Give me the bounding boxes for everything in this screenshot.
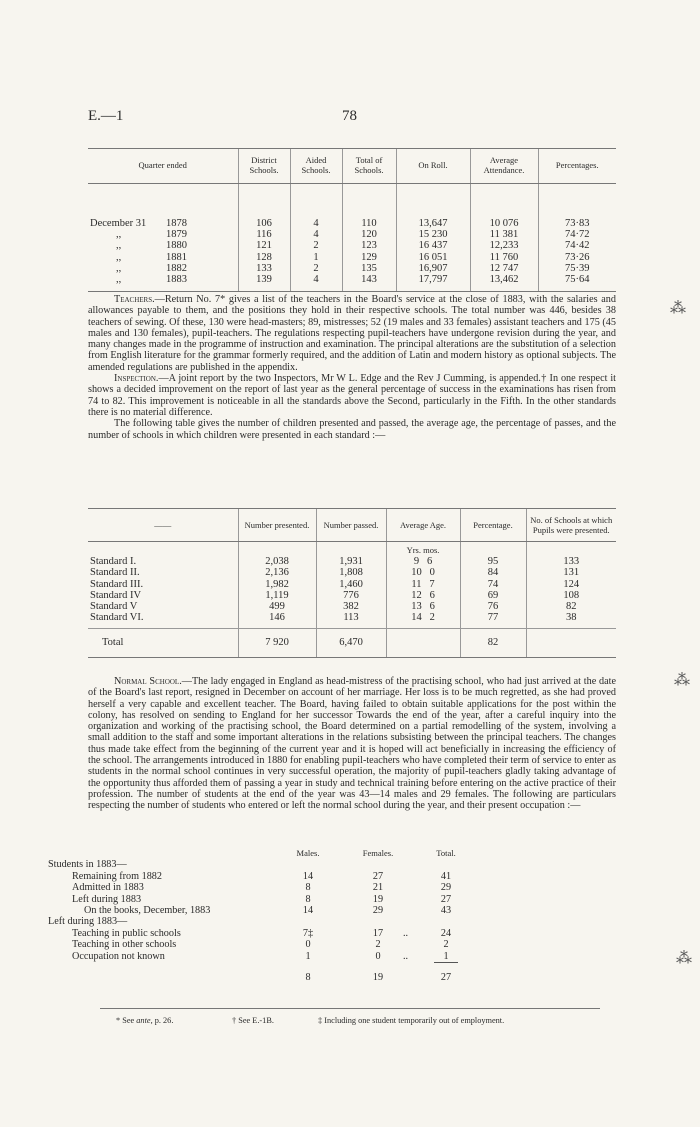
column-header: No. of Schools at which Pupils were presented. [526,509,616,542]
table-cell: 139 [238,274,290,292]
table-cell: 15 230 [396,229,470,240]
table-header-row [88,509,616,542]
students-header-row [48,848,468,859]
table-cell: 95 [460,556,526,567]
total-row [48,972,468,983]
males-value: 1 [305,950,311,962]
table-cell: 128 [238,252,290,263]
females-value: 19 [372,893,384,905]
table-cell: 4 [290,184,342,230]
leader-dots: .. [403,927,409,939]
total-row [88,629,616,657]
table-row [88,252,616,263]
table-cell: 106 [238,184,290,230]
table-cell: 124 [526,579,616,590]
table-cell: 1 [290,252,342,263]
table-cell: 382 [316,601,386,612]
table-cell: 135 [342,263,396,274]
table-row [88,240,616,251]
table-cell: 16,907 [396,263,470,274]
table-row [88,229,616,240]
page-header [88,108,616,132]
females-total: 19 [372,971,384,983]
table-cell: 13,647 [396,184,470,230]
document-code: E.—1 [88,108,124,124]
table-cell: 11 381 [470,229,538,240]
age-years: 14 [411,612,422,624]
table-cell: 74·72 [538,229,616,240]
age-years: 10 [411,567,422,579]
list-item [48,871,468,882]
schools-attendance-table [88,148,616,292]
table-cell [526,629,616,657]
table-cell: 38 [526,612,616,629]
table-cell: 74 [460,579,526,590]
table-cell: 1,982 [238,579,316,590]
normal-school-text: —The lady engaged in England as head-mistress of the practising school, who had just arrived at the date of the Board's last report, resigned in December on account of her marriage. Her loss is to be much regretted, as she had proved herself a very capable and excellent teacher. The Board, having failed to obtain suitable applications for the post within the colony, has resolved on sending to England for her successor Towards the end of the year, after a careful inquiry into the organization and working of the practising school, the Board determined on a partial remodelling of the system, involving a small addition to the staff and some important alterations in the relations subsisting between the principal teachers. The changes thus made take effect from the beginning of the current year and it is hoped will act beneficially in increasing the efficiency of the school. The arrangements introduced in 1880 for enabling pupil-teachers who have completed their term of service to enter as students in the normal school continues in very successful operation, the majority of pupil-teachers gladly taking advantage of the opportunity thus afforded them of passing a year in study and technical training before entering on the active practice of their profession. The number of students at the end of the year was 43—14 males and 29 females. The following are particulars respecting the number of students who entered or left the normal school during the year, and their present occupation :— [88,676,617,812]
table-cell: 2,038 [238,556,316,567]
table-cell: 123 [342,240,396,251]
teachers-text: —Return No. 7* gives a list of the teachers in the Board's service at the close of 1883, with the salaries and allowances payable to them, and the positions they hold in their respective schools. The total number was 446, besides 38 teachers of sewing. Of these, 130 were head-masters; 89, mistresses; 52 (19 males and 33 females) assistant teachers and 175 (45 males and 130 females), pupil-teachers. The regulations respecting pupil-teachers have undergone revision during the year, and many changes made in the programme of instruction and examination. The principal alterations are the substitution of a selection from English literature for the grammar formerly required, and the addition of Latin and modern history as optional subjects. The amended regulations are published in the appendix. [88,294,616,373]
table-intro-paragraph: The following table gives the number of children presented and passed, the average age, the percentage of passes, and the number of schools in which children were presented in each standard :— [88,418,616,441]
table-cell: 10 076 [470,184,538,230]
males-value: 14 [302,870,314,882]
table-cell: 129 [342,252,396,263]
column-header: Average Age. [386,509,460,542]
table-cell: 12,233 [470,240,538,251]
group-heading: Students in 1883— [48,859,127,871]
table-cell: 116 [238,229,290,240]
column-header: Females. [362,848,394,858]
standard-label: Standard V [90,601,138,613]
quarter-cell: December 31 [90,218,147,229]
year-cell: 1880 [166,240,187,252]
column-header: Quarter ended [88,149,238,184]
females-value: 17 [372,927,384,939]
standards-table [88,508,616,658]
group-heading-row [48,916,468,927]
table-cell: 110 [342,184,396,230]
table-row [88,579,616,590]
list-item [48,951,468,962]
column-header: Average Attendance. [470,149,538,184]
inspection-paragraph [88,373,616,418]
total-value: 2 [443,939,449,951]
table-cell: 2 [290,240,342,251]
table-cell: 113 [316,612,386,629]
standard-label: Standard II. [90,567,140,579]
document-page [88,108,617,812]
list-item [48,939,468,950]
year-cell: 1882 [166,262,187,274]
table-cell: 6,470 [316,629,386,657]
table-cell: 7 920 [238,629,316,657]
table-cell: 133 [238,263,290,274]
column-header: District Schools. [238,149,290,184]
males-total: 8 [305,971,311,983]
table-row [88,556,616,567]
teachers-and-inspection-section [88,294,616,441]
column-header: Males. [296,848,320,858]
footnote-ante: * See ante, p. 26. [116,1016,174,1025]
column-header: Percentages. [538,149,616,184]
males-value: 7‡ [302,927,314,939]
total-value: 41 [440,870,452,882]
year-cell: 1879 [166,229,187,241]
standard-label: Standard III. [90,578,144,590]
males-value: 8 [305,893,311,905]
females-value: 21 [372,882,384,894]
column-header: On Roll. [396,149,470,184]
age-months: 7 [429,578,435,590]
age-years: 12 [411,589,422,601]
table-cell: 84 [460,567,526,578]
table-row [88,567,616,578]
total-label: Total [88,629,238,657]
age-unit-label: Yrs. mos. [386,542,460,557]
age-months: 6 [429,589,435,601]
item-label: On the books, December, 1883 [84,904,211,916]
table-cell: 16 051 [396,252,470,263]
females-value: 27 [372,870,384,882]
total-value: 1 [443,950,449,962]
age-months: 2 [429,612,435,624]
table-cell: 1,460 [316,579,386,590]
table-cell: 75·39 [538,263,616,274]
margin-mark: ⁂ [676,950,692,967]
age-years: 9 [413,556,420,568]
table-cell: 16 437 [396,240,470,251]
table-row [88,274,616,292]
table-cell: 120 [342,229,396,240]
table-cell: 146 [238,612,316,629]
standard-label: Standard I. [90,556,137,568]
item-label: Admitted in 1883 [72,882,144,894]
footnote-including: ‡ Including one student temporarily out of employment. [318,1016,505,1025]
quarter-cell: ,, [116,274,122,286]
standard-label: Standard IV [90,589,142,601]
total-value: 43 [440,904,452,916]
age-months: 0 [429,567,435,579]
footnote-see-report: † See E.-1B. [232,1016,274,1025]
item-label: Teaching in other schools [72,939,177,951]
year-cell: 1881 [166,251,187,263]
table-cell: 1,931 [316,556,386,567]
table-cell: 1,119 [238,590,316,601]
grand-total: 27 [440,971,452,983]
table-cell: 75·64 [538,274,616,292]
normal-school-paragraph [88,676,616,812]
table-cell: 108 [526,590,616,601]
normal-school-section [88,676,616,812]
table-cell: 76 [460,601,526,612]
table-cell: 77 [460,612,526,629]
list-item [48,894,468,905]
list-item [48,882,468,893]
leader-dots: .. [403,950,409,962]
table-cell: 1,808 [316,567,386,578]
column-header: Number passed. [316,509,386,542]
table-cell: 121 [238,240,290,251]
inspection-text: —A joint report by the two Inspectors, Mr W L. Edge and the Rev J Cumming, is appended.† In one respect it shows a decided improvement on the report of last year as the general percentage of success in the examinations has risen from 74 to 82. This improvement is noticeable in all the standards above the Second, particularly in the Fifth. In the other standards there is no material difference. [88,373,616,418]
item-label: Teaching in public schools [72,927,181,939]
inspection-heading: Inspection. [114,373,159,385]
year-cell: 1878 [166,218,187,229]
age-years: 13 [411,601,422,613]
table-cell: 82 [526,601,616,612]
list-item [48,928,468,939]
table-cell [386,629,460,657]
column-header: Total of Schools. [342,149,396,184]
females-value: 29 [372,904,384,916]
group-heading-row [48,859,468,870]
column-header: —— [88,509,238,542]
males-value: 14 [302,904,314,916]
column-header: Total. [436,848,456,858]
table-cell: 73·26 [538,252,616,263]
item-label: Left during 1883 [72,893,142,905]
footnote-rule [100,1008,600,1009]
table-cell: 73·83 [538,184,616,230]
age-years: 11 [411,578,422,590]
age-months: 6 [429,601,435,613]
table-row [88,612,616,629]
column-header: Percentage. [460,509,526,542]
table-cell: 82 [460,629,526,657]
teachers-heading: Teachers. [114,294,155,305]
table-cell: 74·42 [538,240,616,251]
quarter-cell: ,, [116,229,122,241]
table-cell: 17,797 [396,274,470,292]
table-cell: 133 [526,556,616,567]
list-item [48,905,468,916]
table-cell: 131 [526,567,616,578]
table-cell: 499 [238,601,316,612]
teachers-paragraph [88,294,616,373]
age-unit-row [88,542,616,557]
females-value: 0 [375,950,381,962]
quarter-cell: ,, [116,240,122,252]
total-value: 27 [440,893,452,905]
table-row [88,184,616,230]
males-value: 0 [305,939,311,951]
table-cell: 776 [316,590,386,601]
year-cell: 1883 [166,274,187,286]
table-cell: 13,462 [470,274,538,292]
table-header-row [88,149,616,184]
table-cell: 2 [290,263,342,274]
age-months: 6 [426,556,433,568]
standard-label: Standard VI. [88,612,238,629]
item-label: Remaining from 1882 [72,870,162,882]
column-header: Number presented. [238,509,316,542]
margin-mark: ⁂ [674,672,690,689]
table-cell: 4 [290,229,342,240]
table-cell: 11 760 [470,252,538,263]
table-cell: 69 [460,590,526,601]
table-row [88,590,616,601]
sum-rule [434,962,458,963]
males-value: 8 [305,882,311,894]
total-value: 29 [440,882,452,894]
page-number: 78 [342,108,357,124]
normal-school-heading: Normal School. [114,676,182,687]
total-value: 24 [440,927,452,939]
table-row [88,601,616,612]
group-heading: Left during 1883— [48,916,128,928]
students-summary [48,848,468,983]
females-value: 2 [375,939,381,951]
quarter-cell: ,, [116,262,122,274]
column-header: Aided Schools. [290,149,342,184]
quarter-cell: ,, [116,251,122,263]
table-cell: 2,136 [238,567,316,578]
table-cell: 12 747 [470,263,538,274]
table-cell: 4 [290,274,342,292]
table-cell: 143 [342,274,396,292]
margin-mark: ⁂ [670,300,686,317]
table-row [88,263,616,274]
item-label: Occupation not known [72,950,165,962]
